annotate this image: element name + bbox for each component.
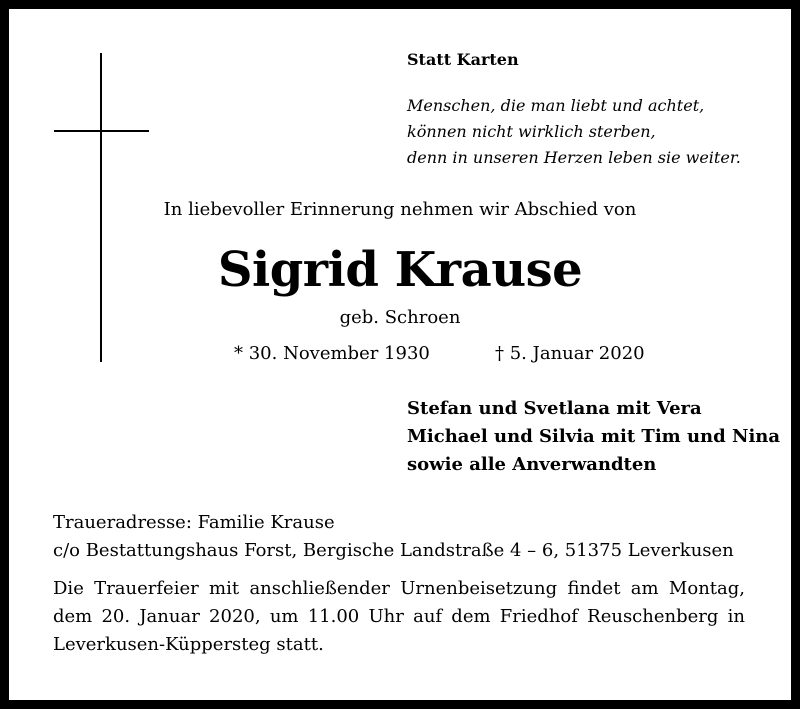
birth-date: * 30. November 1930: [234, 343, 430, 364]
mourners-list: [407, 395, 780, 479]
mourner-line: Stefan und Svetlana mit Vera: [407, 398, 702, 419]
address-line: c/o Bestattungshaus Forst, Bergische Landstraße 4 – 6, 51375 Leverkusen: [53, 540, 734, 561]
mourner-line: Michael und Silvia mit Tim und Nina: [407, 426, 781, 447]
mourner-line: sowie alle Anverwandten: [407, 454, 657, 475]
address-line: Traueradresse: Familie Krause: [53, 512, 335, 533]
maiden-name: geb. Schroen: [339, 307, 461, 328]
death-date: † 5. Januar 2020: [495, 343, 645, 364]
poem-line: denn in unseren Herzen leben sie weiter.: [407, 148, 741, 167]
poem-line: Menschen, die man liebt und achtet,: [407, 96, 705, 115]
poem-line: können nicht wirklich sterben,: [407, 122, 656, 141]
cross-icon-crossbar: [54, 130, 149, 132]
ceremony-details: Die Trauerfeier mit anschließender Urnenbeisetzung findet am Montag, dem 20. Januar 2020, um 11.00 Uhr auf dem Friedhof Reuschenberg in Leverkusen-Küppersteg statt.: [53, 578, 745, 655]
statt-karten-label: Statt Karten: [407, 50, 519, 69]
intro-text: In liebevoller Erinnerung nehmen wir Abschied von: [163, 199, 637, 220]
memorial-poem: [407, 93, 741, 171]
deceased-name: Sigrid Krause: [217, 242, 583, 298]
mourning-address: [53, 509, 734, 565]
